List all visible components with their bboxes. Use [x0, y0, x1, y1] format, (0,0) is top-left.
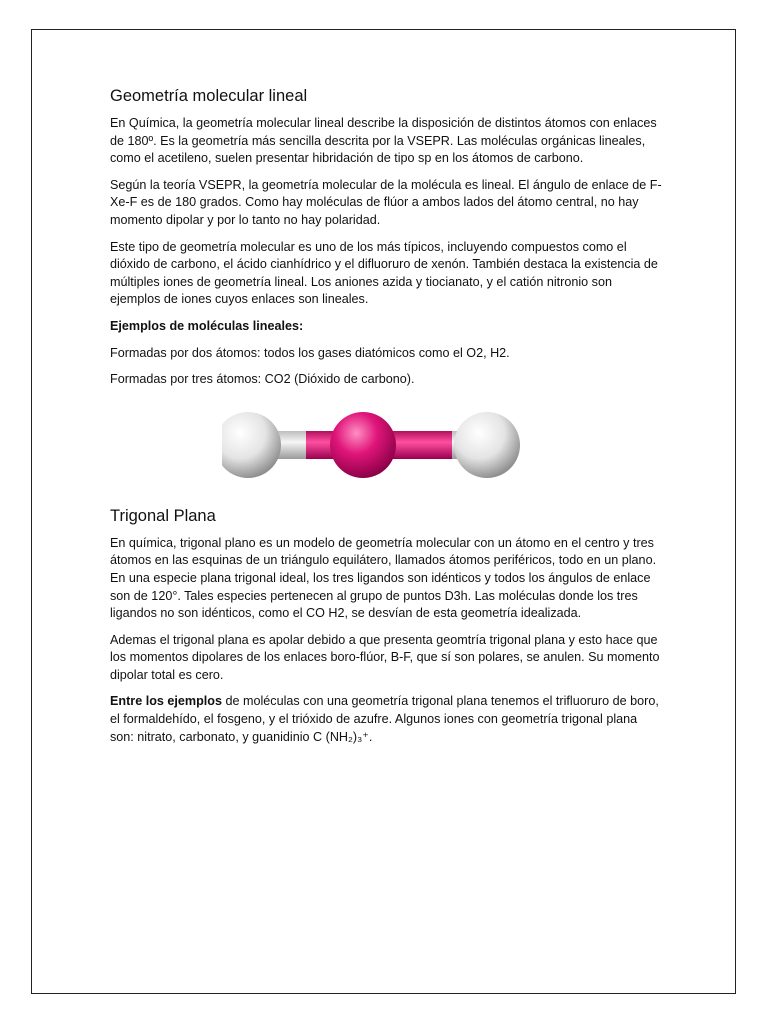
document-page	[31, 29, 736, 994]
bold-lead: Entre los ejemplos	[110, 694, 222, 709]
paragraph: En química, trigonal plano es un modelo de geometría molecular con un átomo en el centro y tres átomos en las esquinas de un triángulo equilátero, llamados átomos periféricos, todo en un plano. En una especie plana trigonal ideal, los tres ligandos son idénticos y todos los ángulos de enlace son de 120°. Tales especies pertenecen al grupo de puntos D3h. Las moléculas donde los tres ligandos no son idénticos, como el CO H2, se desvían de esta geometría idealizada.	[110, 535, 657, 621]
bond-right-pink	[392, 431, 452, 459]
paragraph: Este tipo de geometría molecular es uno de los más típicos, incluyendo compuestos como el dióxido de carbono, el ácido cianhídrico y el difluoruro de xenón. También destaca la existencia de múltiples iones de geometría lineal. Los aniones azida y tiocianato, y el catión nitronio son ejemplos de iones cuyos enlaces son lineales.	[110, 239, 658, 307]
section-title-trigonal: Trigonal Plana	[110, 506, 216, 525]
atom-right	[454, 412, 520, 478]
example-diatomic: Formadas por dos átomos: todos los gases diatómicos como el O2, H2.	[110, 345, 510, 360]
paragraph: En Química, la geometría molecular lineal describe la disposición de distintos átomos con enlaces de 180º. Es la geometría más sencilla descrita por la VSEPR. Las moléculas orgánicas lineales, como el acetileno, suelen presentar hibridación de tipo sp en los átomos de carbono.	[110, 116, 657, 166]
document-content	[110, 87, 662, 755]
paragraph	[110, 693, 662, 746]
section-title-lineal: Geometría molecular lineal	[110, 87, 308, 105]
examples-heading	[110, 318, 662, 336]
paragraph: Según la teoría VSEPR, la geometría molecular de la molécula es lineal. El ángulo de enlace de F-Xe-F es de 180 grados. Como hay moléculas de flúor a ambos lados del átomo central, no hay momento dipolar y por lo tanto no hay polaridad.	[110, 177, 662, 227]
linear-molecule-image	[222, 399, 534, 493]
atom-left	[222, 412, 281, 478]
paragraph-rest: de moléculas con una geometría trigonal plana tenemos el trifluoruro de boro, el formaldehído, el fosgeno, y el trióxido de azufre. Algunos iones con geometría trigonal plana son: nitrato, carbonato, y guanidinio C (NH₂)₃⁺.	[110, 694, 659, 744]
examples-heading-text: Ejemplos de moléculas lineales:	[110, 318, 304, 333]
paragraph: Ademas el trigonal plana es apolar debido a que presenta geomtría trigonal plana y esto hace que los momentos dipolares de los enlaces boro-flúor, B-F, que sí son polares, se anulen. Su momento dipolar total es cero.	[110, 632, 660, 682]
example-triatomic: Formadas por tres átomos: CO2 (Dióxido de carbono).	[110, 372, 415, 387]
atom-center	[330, 412, 396, 478]
